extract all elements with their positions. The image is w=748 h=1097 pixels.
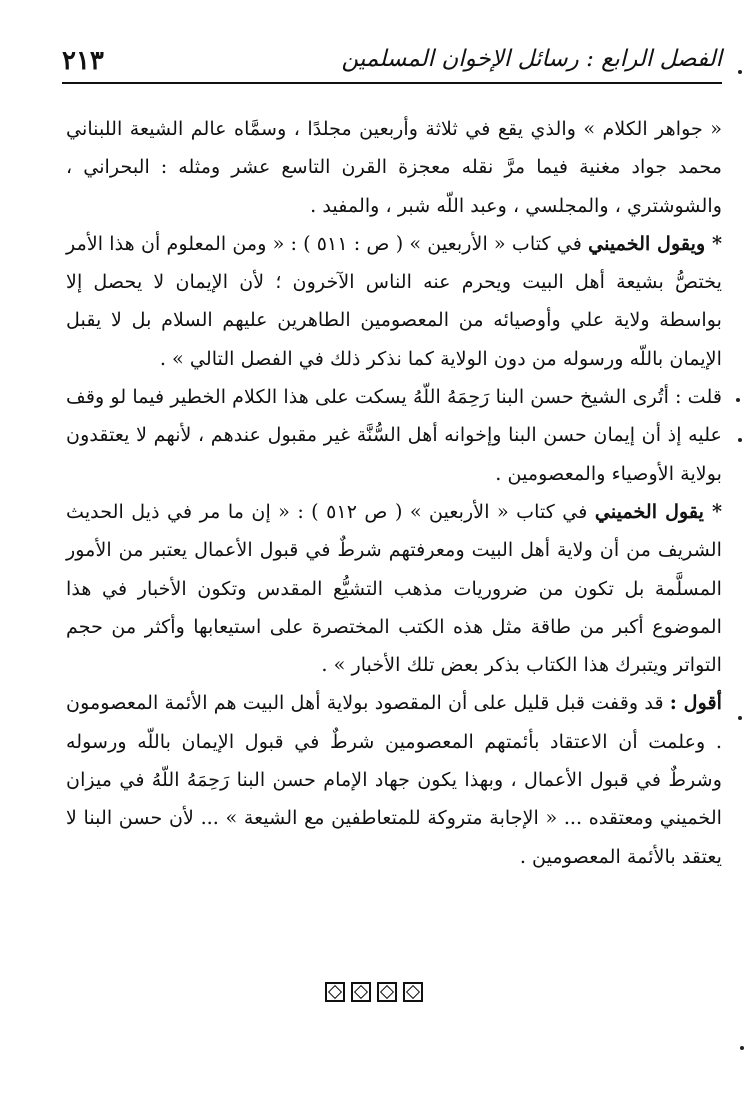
ornament-icon [351,982,371,1002]
page-number: ٢١٣ [62,46,104,76]
ornament-icon [325,982,345,1002]
paragraph-text: قد وقفت قبل قليل على أن المقصود بولاية أهل البيت هم الأئمة المعصومون . وعلمت أن الاعتقاد بأئمتهم المعصومين شرطٌ في قبول الإيمان باللّه ورسوله وشرطٌ في قبول الأعمال ، وبهذا يكون جهاد الإمام حسن البنا رَحِمَهُ اللّهُ في ميزان الخميني ومعتقده ... « الإجابة متروكة للمتعاطفين مع الشيعة » ... لأن حسن البنا لا يعتقد بالأئمة المعصومين . [66,691,722,868]
margin-dot [738,438,742,442]
paragraph-text: « جواهر الكلام » والذي يقع في ثلاثة وأربعين مجلدًا ، وسمَّاه عالم الشيعة اللبناني محمد جواد مغنية فيما مرَّ نقله معجزة القرن التاسع عشر ومثله : البحراني ، والشوشتري ، والمجلسي ، وعبد اللّه شبر ، والمفيد . [66,117,722,217]
margin-dot [738,70,742,74]
ornament-icon [377,982,397,1002]
paragraph-lead: * يقول الخميني [594,499,722,523]
paragraph [66,110,722,225]
paragraph [66,684,722,875]
header-rule [62,82,722,84]
paragraph [66,378,722,493]
margin-dot [738,716,742,720]
paragraph-text: قلت : أتُرى الشيخ حسن البنا رَحِمَهُ اللّهُ يسكت على هذا الكلام الخطير فيما لو وقف عليه إذ أن إيمان حسن البنا وإخوانه أهل السُّنَّة غير مقبول عندهم ، لأنهم لا يعتقدون بولاية الأوصياء والمعصومين . [66,385,722,485]
running-header [62,40,722,86]
end-ornaments [0,982,748,1002]
paragraph-text: في كتاب « الأربعين » ( ص ٥١٢ ) : « إن ما مر في ذيل الحديث الشريف من أن ولاية أهل البيت ومعرفتهم شرطٌ في قبول الأعمال يعتبر من الأمور المسلَّمة بل تكون من ضروريات مذهب التشيُّع المقدس وتكون الأخبار في هذا الموضوع أكبر من طاقة مثل هذه الكتب المختصرة على استيعابها وأكثر من حجم التواتر ويتبرك هذا الكتاب بذكر بعض تلك الأخبار » . [66,499,722,677]
paragraph-lead: * ويقول الخميني [588,231,722,255]
margin-dot [736,398,740,402]
paragraph-lead: أقول : [669,691,722,715]
paragraph [66,225,722,378]
body-text [66,110,722,876]
ornament-icon [403,982,423,1002]
paragraph [66,493,722,684]
chapter-title: الفصل الرابع : رسائل الإخوان المسلمين [341,46,722,72]
paragraph-text: في كتاب « الأربعين » ( ص : ٥١١ ) : « ومن المعلوم أن هذا الأمر يختصُّ بشيعة أهل البيت ويحرم عنه الناس الآخرون ؛ لأن الإيمان لا يحصل إلا بواسطة ولاية علي وأوصيائه من المعصومين الطاهرين عليهم السلام بل لا يقبل الإيمان باللّه ورسوله من دون الولاية كما نذكر ذلك في الفصل التالي » . [66,231,722,370]
margin-dot [740,1046,744,1050]
